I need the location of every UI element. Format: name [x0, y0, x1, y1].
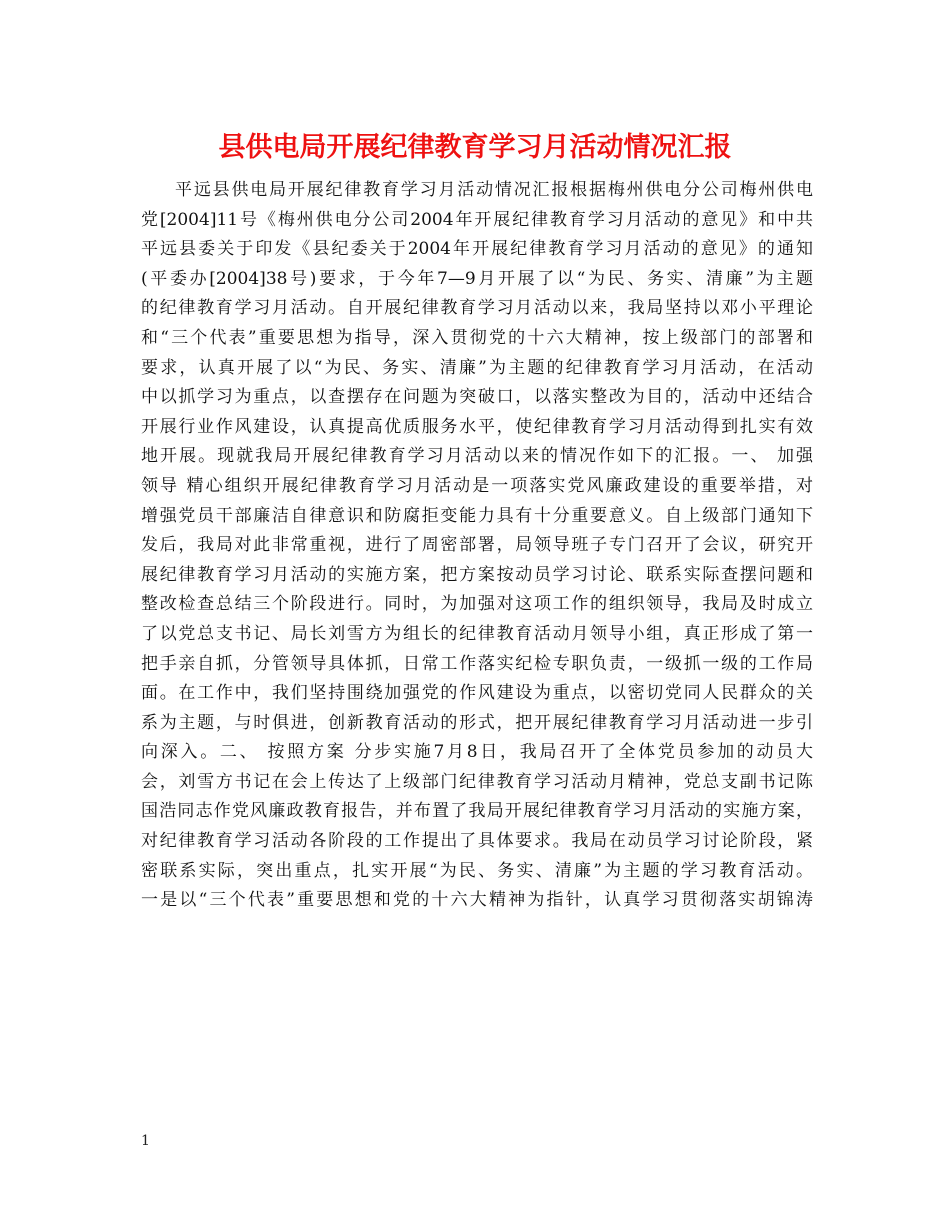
document-body	[141, 176, 813, 916]
body-line: 和“三个代表”重要思想为指导，深入贯彻党的十六大精神，按上级部门的部署和	[141, 327, 813, 348]
body-line: 把手亲自抓，分管领导具体抓，日常工作落实纪检专职负责，一级抓一级的工作局	[141, 653, 813, 674]
document-title: 县供电局开展纪律教育学习月活动情况汇报	[218, 132, 732, 163]
body-line: 要求，认真开展了以“为民、务实、清廉”为主题的纪律教育学习月活动，在活动	[141, 357, 813, 378]
body-line: 对纪律教育学习活动各阶段的工作提出了具体要求。我局在动员学习讨论阶段，紧	[141, 831, 813, 852]
body-line: 展纪律教育学习月活动的实施方案，把方案按动员学习讨论、联系实际查摆问题和	[141, 564, 813, 585]
body-line: 党[2004]11号《梅州供电分公司2004年开展纪律教育学习月活动的意见》和中共	[141, 209, 813, 230]
body-line: 面。在工作中，我们坚持围绕加强党的作风建设为重点，以密切党同人民群众的关	[141, 683, 813, 704]
body-line: 的纪律教育学习月活动。自开展纪律教育学习月活动以来，我局坚持以邓小平理论	[141, 298, 813, 319]
body-line: 发后，我局对此非常重视，进行了周密部署，局领导班子专门召开了会议，研究开	[141, 535, 813, 556]
body-line: 密联系实际，突出重点，扎实开展“为民、务实、清廉”为主题的学习教育活动。	[141, 860, 813, 881]
body-line: 系为主题，与时俱进，创新教育活动的形式，把开展纪律教育学习月活动进一步引	[141, 712, 813, 733]
body-line: 整改检查总结三个阶段进行。同时，为加强对这项工作的组织领导，我局及时成立	[141, 594, 813, 615]
body-line: 国浩同志作党风廉政教育报告，并布置了我局开展纪律教育学习月活动的实施方案，	[141, 801, 813, 822]
body-line: 平远县供电局开展纪律教育学习月活动情况汇报根据梅州供电分公司梅州供电	[175, 180, 813, 200]
body-line: 增强党员干部廉洁自律意识和防腐拒变能力具有十分重要意义。自上级部门通知下	[141, 505, 813, 526]
body-line: 了以党总支书记、局长刘雪方为组长的纪律教育活动月领导小组，真正形成了第一	[141, 623, 813, 644]
body-line: 一是以“三个代表”重要思想和党的十六大精神为指针，认真学习贯彻落实胡锦涛	[141, 890, 813, 911]
body-line: 中以抓学习为重点，以查摆存在问题为突破口，以落实整改为目的，活动中还结合	[141, 387, 813, 408]
body-line: 开展行业作风建设，认真提高优质服务水平，使纪律教育学习月活动得到扎实有效	[141, 416, 813, 437]
body-line: 平远县委关于印发《县纪委关于2004年开展纪律教育学习月活动的意见》的通知	[141, 239, 813, 260]
page-number: 1	[141, 1133, 150, 1149]
body-line: (平委办[2004]38号)要求，于今年7—9月开展了以“为民、务实、清廉”为主题	[141, 268, 813, 289]
body-line: 会，刘雪方书记在会上传达了上级部门纪律教育学习活动月精神，党总支副书记陈	[141, 771, 813, 792]
body-line: 地开展。现就我局开展纪律教育学习月活动以来的情况作如下的汇报。一、 加强	[141, 446, 813, 467]
body-line: 领导 精心组织开展纪律教育学习月活动是一项落实党风廉政建设的重要举措，对	[141, 475, 813, 496]
body-line: 向深入。二、 按照方案 分步实施7月8日，我局召开了全体党员参加的动员大	[141, 742, 813, 763]
